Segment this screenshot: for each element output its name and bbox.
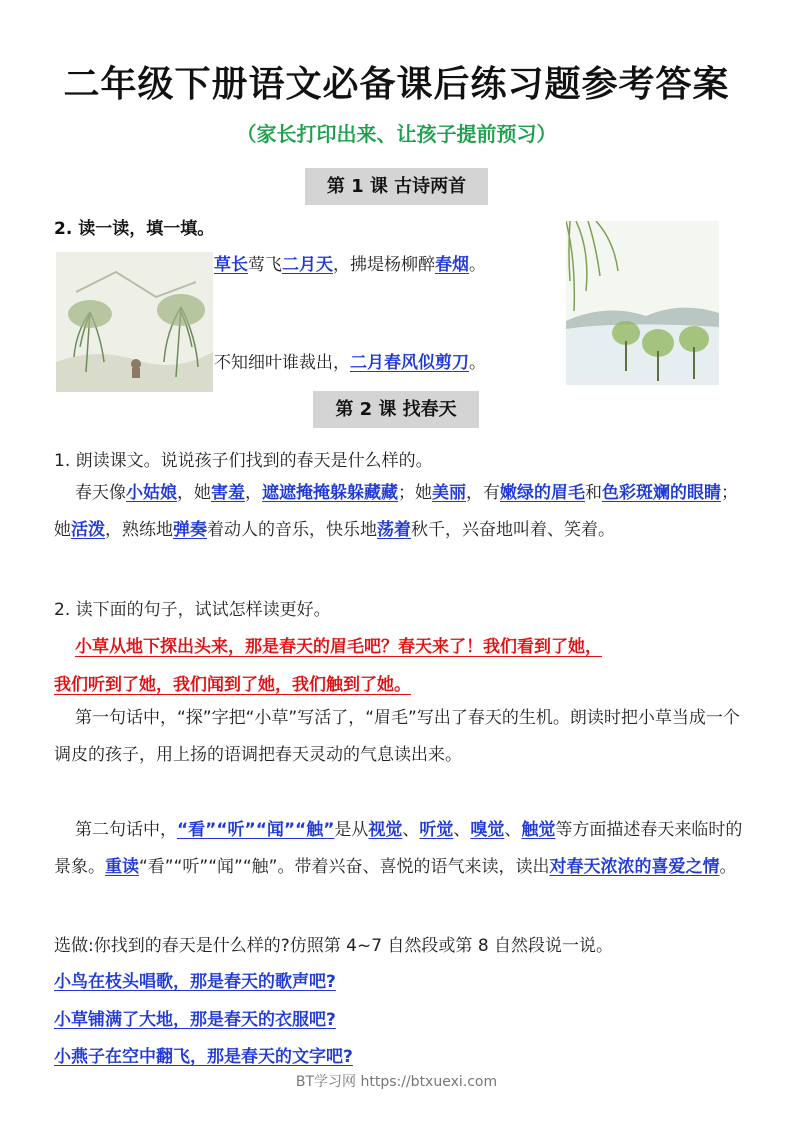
poem-text: 莺飞 — [248, 255, 282, 275]
answer-blank: 二月天 — [282, 255, 333, 275]
text: 。 — [719, 857, 737, 877]
emphasis-sentence-line-2: 我们听到了她，我们闻到了她，我们触到了她。 — [54, 675, 411, 695]
answer-blank: 视觉 — [368, 820, 403, 840]
text: 第二句话中， — [75, 820, 177, 840]
page-subtitle: （家长打印出来、让孩子提前预习） — [236, 122, 557, 146]
answer-blank: 遮遮掩掩躲躲藏藏 — [262, 483, 398, 503]
lesson-2-question-2: 2. 读下面的句子，试试怎样读更好。 — [54, 600, 331, 620]
text: 兴奋地叫着、笑着。 — [462, 520, 615, 540]
answer-blank: 小姑娘 — [126, 483, 177, 503]
lesson-2-heading: 第 2 课 找春天 — [313, 391, 479, 428]
text: 、 — [453, 820, 471, 840]
poem-text: 。 — [469, 255, 486, 275]
answer-blank: 重读 — [105, 857, 139, 877]
answer-blank: 嫩绿的眉毛 — [500, 483, 585, 503]
emphasis-sentence-line-1: 小草从地下探出头来，那是春天的眉毛吧？春天来了！我们看到了她， — [75, 637, 602, 657]
lesson-2-question-1: 1. 朗读课文。说说孩子们找到的春天是什么样的。 — [54, 451, 433, 471]
answer-blank: 春烟 — [435, 255, 469, 275]
answer-blank: 二月春风似剪刀 — [350, 353, 469, 373]
poem-line-2 — [214, 348, 486, 373]
answer-blank: 草长 — [214, 255, 248, 275]
text: 等方面描述春天来临时的景象。 — [54, 820, 743, 877]
poem-text: ，拂堤杨柳醉 — [333, 255, 435, 275]
lesson-2-optional-question: 选做:你找到的春天是什么样的?仿照第 4~7 自然段或第 8 自然段说一说。 — [54, 936, 614, 956]
text: ，有 — [466, 483, 500, 503]
answer-blank: 荡着 — [377, 520, 411, 540]
text: 秋千， — [411, 520, 462, 540]
text: 和 — [585, 483, 602, 503]
text: 春天像 — [75, 483, 126, 503]
sample-answer-1: 小鸟在枝头唱歌，那是春天的歌声吧? — [54, 972, 336, 992]
answer-blank: 害羞 — [211, 483, 245, 503]
poem-text: 不知细叶谁裁出， — [214, 353, 350, 373]
poem-painting-right — [566, 221, 719, 385]
text: “看”“听”“闻”“触”。带着兴奋、喜悦的语气来读，读出 — [139, 857, 550, 877]
text: ；她 — [398, 483, 432, 503]
poem-line-1 — [214, 250, 486, 275]
text: ， — [245, 483, 262, 503]
text: ，熟练地 — [105, 520, 173, 540]
answer-blank: 嗅觉 — [470, 820, 505, 840]
text: ，她 — [177, 483, 211, 503]
answer-blank: “看”“听”“闻”“触” — [177, 820, 335, 840]
text: ；她 — [54, 483, 738, 540]
answer-blank: 对春天浓浓的喜爱之情 — [549, 857, 720, 877]
lesson-2-explanation-1: 第一句话中，“探”字把“小草”写活了，“眉毛”写出了春天的生机。朗读时把小草当成一个调皮的孩子，用上扬的语调把春天灵动的气息读出来。 — [54, 708, 740, 765]
lesson-2-explanation-2 — [54, 812, 744, 886]
page-title: 二年级下册语文必备课后练习题参考答案 — [63, 64, 730, 105]
text: 是从 — [334, 820, 369, 840]
answer-blank: 活泼 — [71, 520, 105, 540]
text: 着动人的音乐，快乐地 — [207, 520, 377, 540]
lesson-1-question: 2. 读一读，填一填。 — [54, 219, 215, 239]
sample-answer-2: 小草铺满了大地，那是春天的衣服吧? — [54, 1010, 336, 1030]
answer-blank: 触觉 — [521, 820, 556, 840]
poem-painting-left — [56, 252, 213, 392]
answer-blank: 听觉 — [419, 820, 454, 840]
text: 、 — [504, 820, 522, 840]
answer-blank: 弹奏 — [173, 520, 207, 540]
text: 、 — [402, 820, 420, 840]
poem-text: 。 — [469, 353, 486, 373]
lesson-1-heading: 第 1 课 古诗两首 — [305, 168, 488, 205]
sample-answer-3: 小燕子在空中翻飞，那是春天的文字吧? — [54, 1047, 353, 1067]
answer-blank: 色彩斑斓的眼睛 — [602, 483, 721, 503]
answer-blank: 美丽 — [432, 483, 466, 503]
lesson-2-answer-1 — [54, 475, 744, 549]
footer-watermark: BT学习网 https://btxuexi.com — [295, 1074, 498, 1090]
